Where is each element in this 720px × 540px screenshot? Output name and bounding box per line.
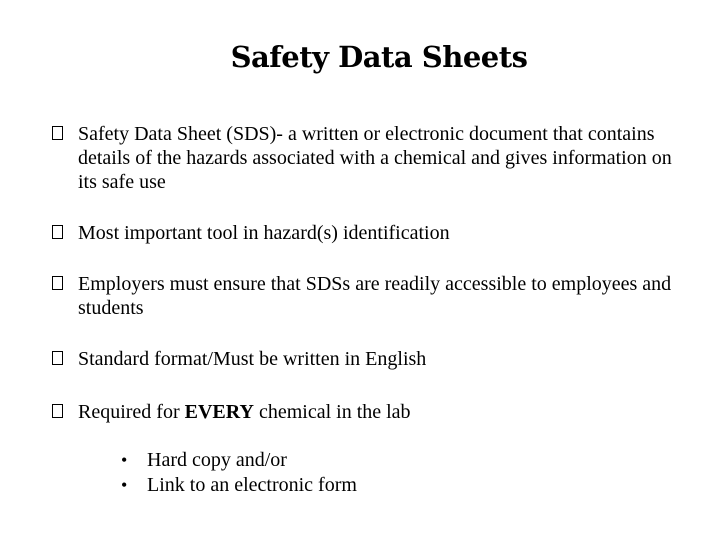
sub-bullet-list xyxy=(78,448,692,498)
sub-bullet-text: Hard copy and/or xyxy=(147,449,287,471)
bullet-text: Employers must ensure that SDSs are readily accessible to employees and students xyxy=(78,273,672,319)
bullet-text: Standard format/Must be written in English xyxy=(78,348,427,370)
page-title: Safety Data Sheets xyxy=(230,40,528,74)
list-item xyxy=(52,221,692,245)
bullet-text: Most important tool in hazard(s) identification xyxy=(78,222,450,244)
list-item xyxy=(52,272,692,320)
bullet-text-after: chemical in the lab xyxy=(253,401,411,423)
list-item xyxy=(52,347,692,371)
bullet-list xyxy=(52,122,692,498)
round-bullet-icon: • xyxy=(121,475,128,495)
bullet-text-emphasis: EVERY xyxy=(184,401,254,423)
bullet-text-before: Required for xyxy=(78,401,185,423)
square-bullet-icon xyxy=(52,404,63,418)
sub-list-item xyxy=(121,473,692,498)
square-bullet-icon xyxy=(52,276,63,290)
square-bullet-icon xyxy=(52,126,63,140)
sub-list-item xyxy=(121,448,692,473)
list-item xyxy=(52,400,692,498)
list-item xyxy=(52,122,692,194)
square-bullet-icon xyxy=(52,351,63,365)
bullet-text: Safety Data Sheet (SDS)- a written or electronic document that contains details of the hazards associated with a chemical and gives information on its safe use xyxy=(78,123,672,193)
round-bullet-icon: • xyxy=(121,450,128,470)
sub-bullet-text: Link to an electronic form xyxy=(147,474,357,496)
square-bullet-icon xyxy=(52,225,63,239)
